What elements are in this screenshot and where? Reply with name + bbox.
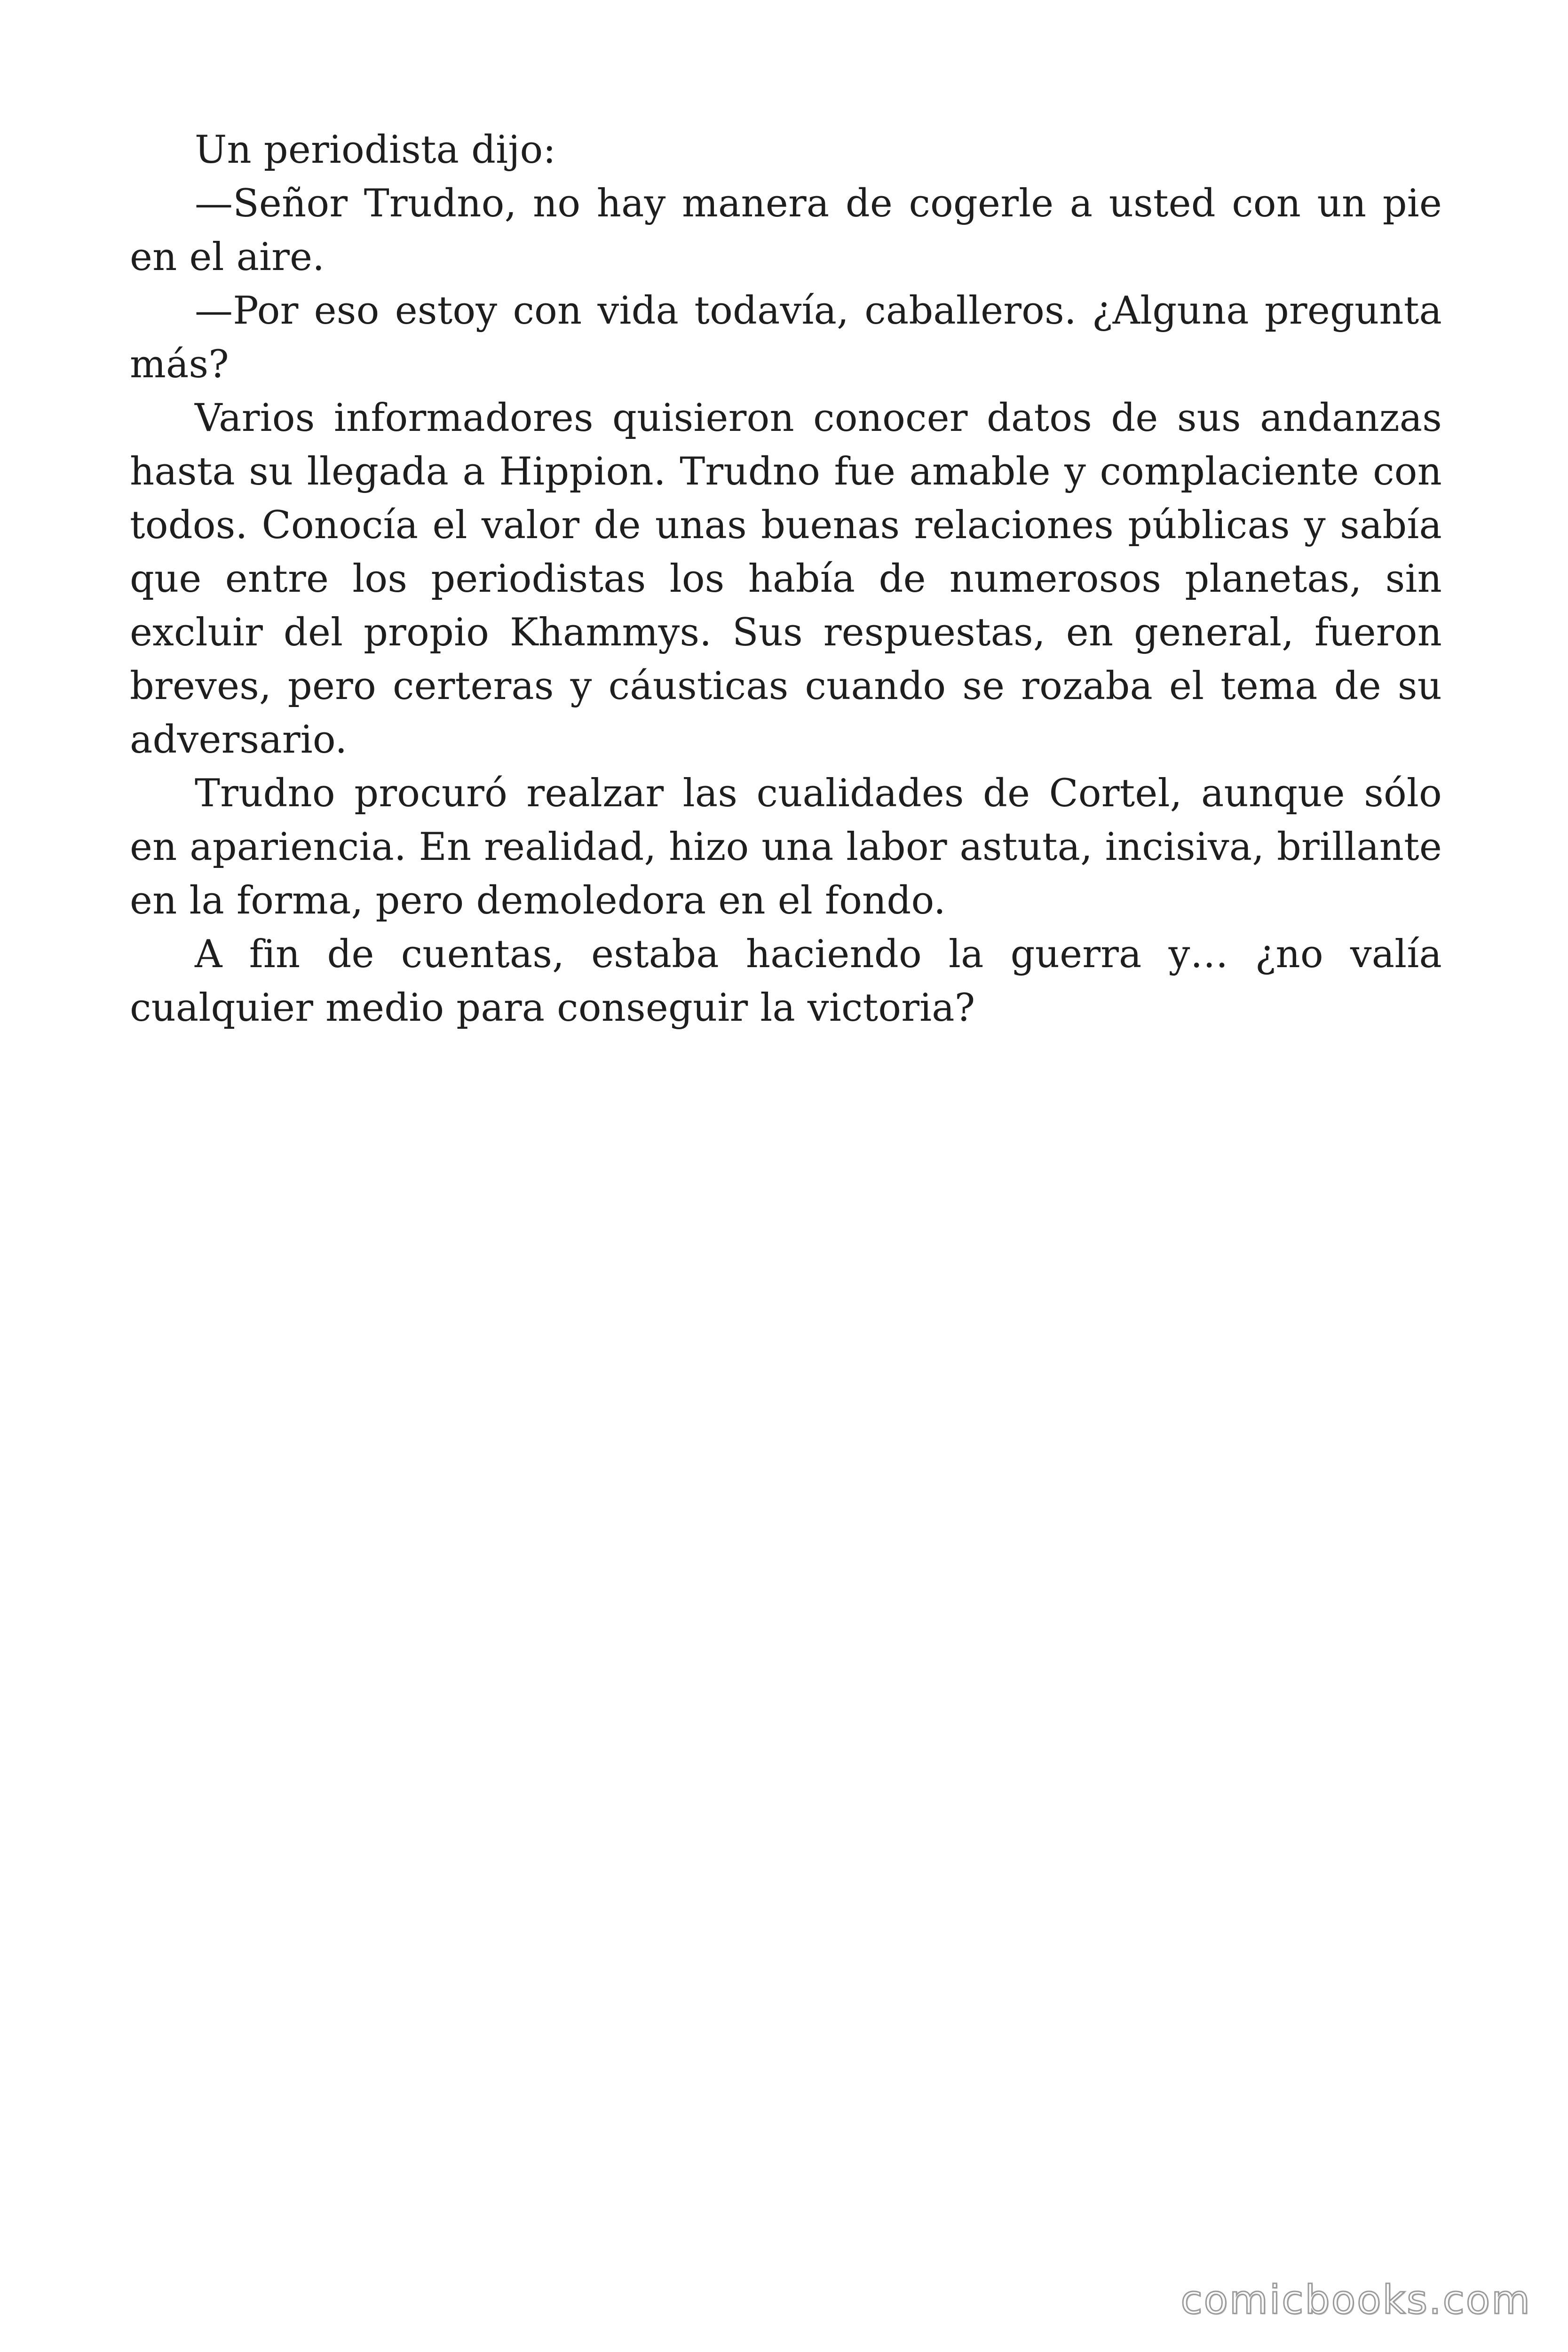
paragraph-dialogue-senor-trudno: —Señor Trudno, no hay manera de cogerle a usted con un pie en el aire. bbox=[130, 182, 1442, 279]
paragraph-informers-questions: Varios informadores quisieron conocer datos de sus andanzas hasta su llegada a Hippion. Trudno fue amable y complaciente con todos. Conocía el valor de unas buenas relaciones públicas y sabía que entre los periodistas los había de numerosos planetas, sin excluir del propio Khammys. Sus respuestas, en general, fueron breves, pero certeras y cáusticas cuando se rozaba el tema de su adversario. bbox=[130, 396, 1442, 762]
page-body-text bbox=[130, 123, 1442, 1035]
paragraph-making-war: A fin de cuentas, estaba haciendo la guerra y… ¿no valía cualquier medio para conseguir la victoria? bbox=[130, 932, 1442, 1030]
watermark-logo: comicbooks.com bbox=[1180, 2277, 1531, 2323]
paragraph-journalist-said: Un periodista dijo: bbox=[195, 128, 556, 172]
paragraph-trudno-praise-cortel: Trudno procuró realzar las cualidades de Cortel, aunque sólo en apariencia. En realidad, hizo una labor astuta, incisiva, brillante en la forma, pero demoledora en el fondo. bbox=[130, 771, 1442, 923]
paragraph-dialogue-still-alive: —Por eso estoy con vida todavía, caballeros. ¿Alguna pregunta más? bbox=[130, 289, 1442, 387]
